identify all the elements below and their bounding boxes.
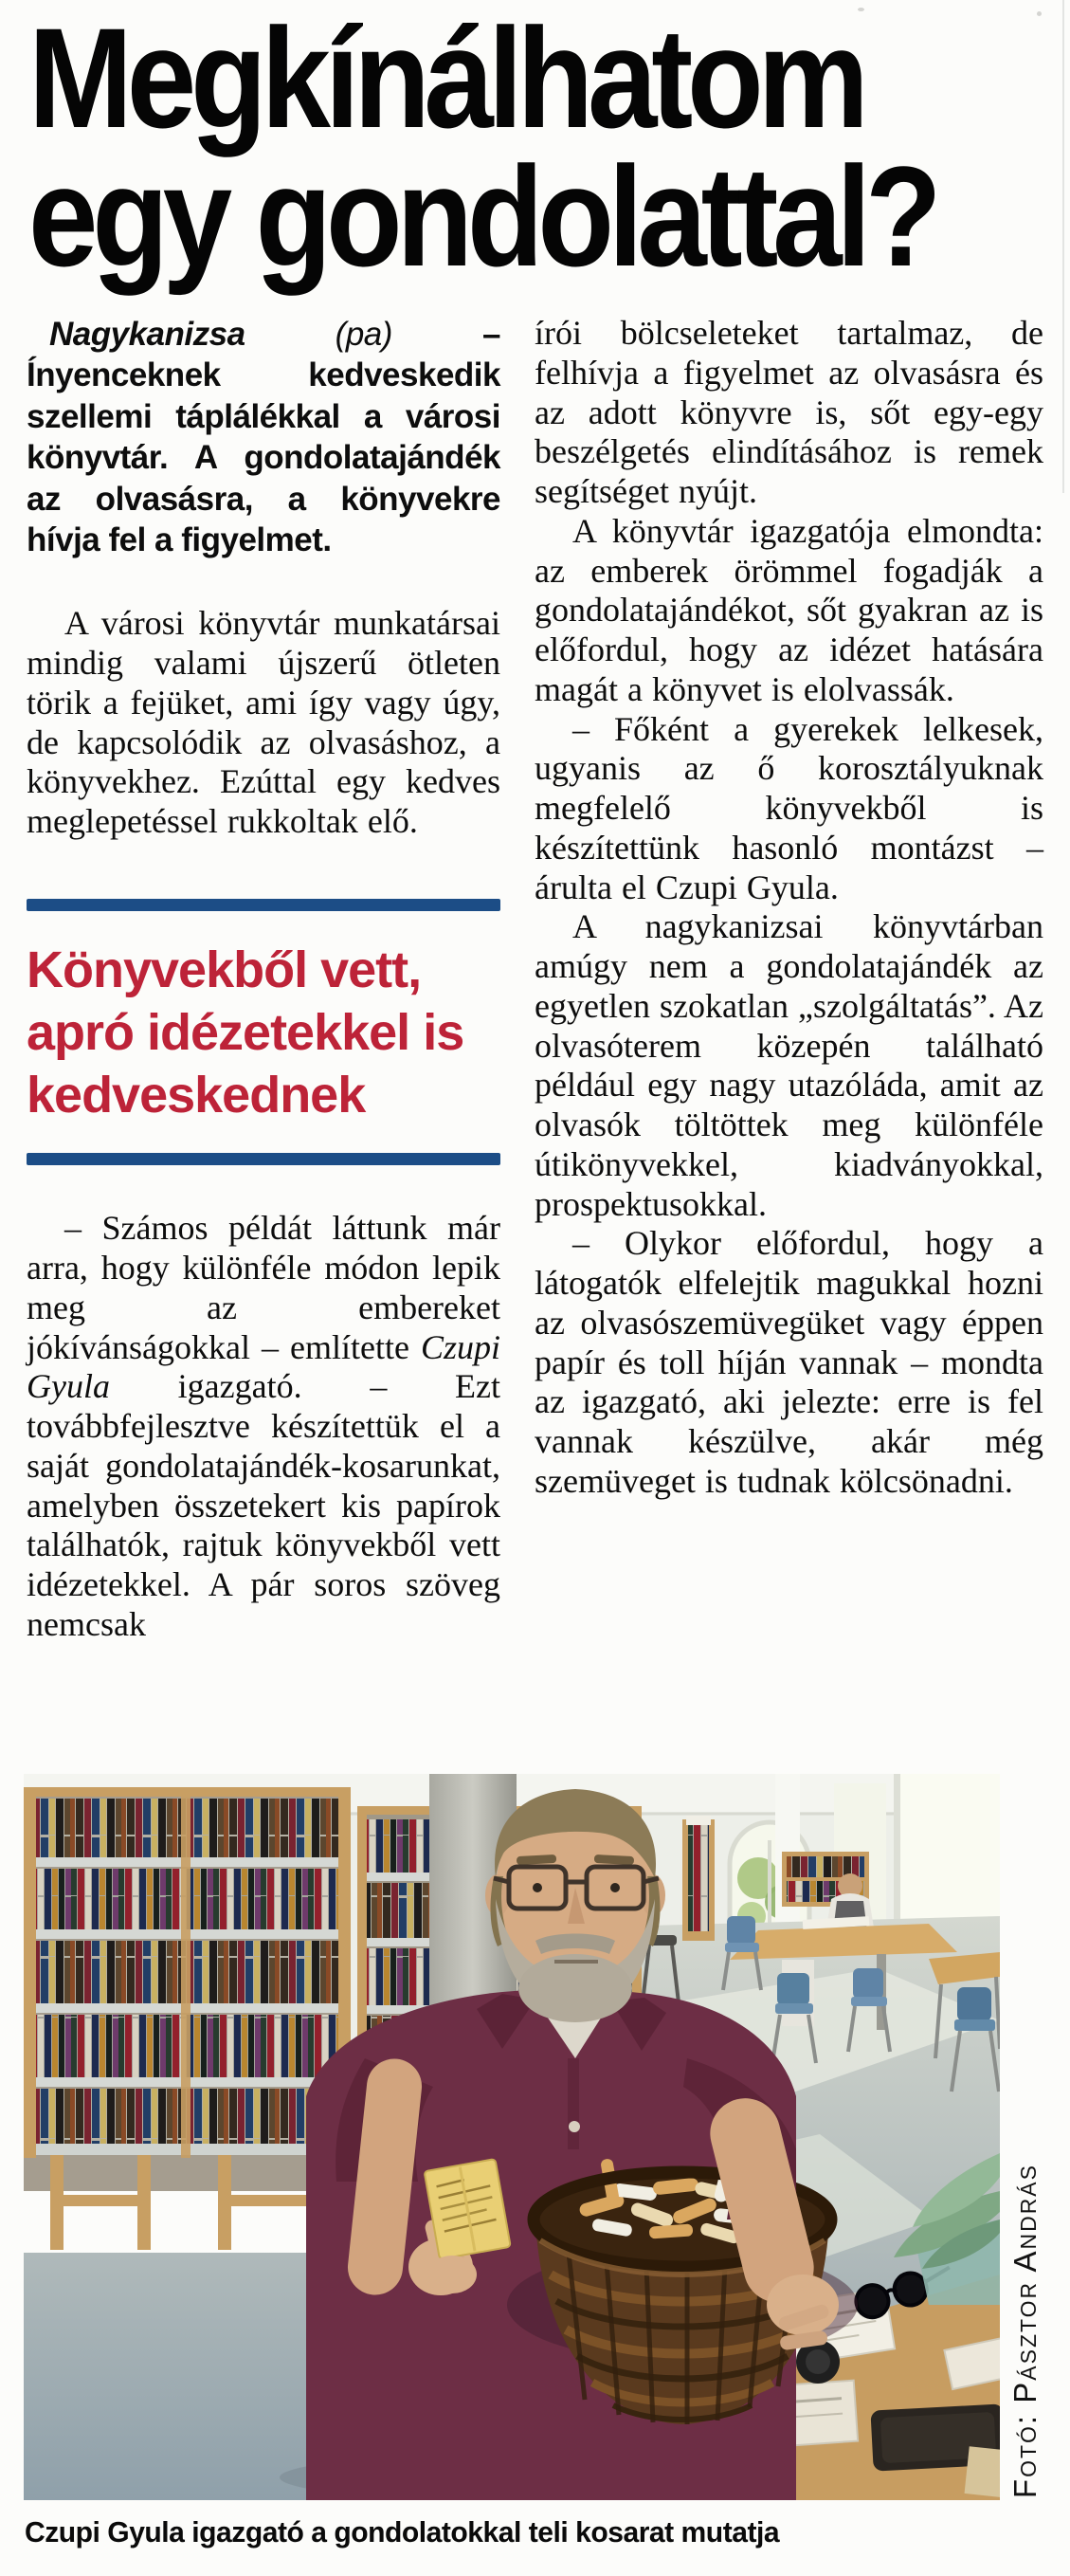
column-right <box>535 314 1043 1502</box>
subheading: Könyvekből vett, apró idézetekkel is kedveskednek <box>27 941 464 1124</box>
photo-caption: Czupi Gyula igazgató a gondolatokkal teli kosarat mutatja <box>25 2515 780 2549</box>
headline-line1: Megkínálhatom <box>28 0 863 157</box>
divider-rule-bottom <box>27 1153 500 1165</box>
paragraph: írói bölcseleteket tartalmaz, de felhívja a figyelmet az olvasásra és az adott könyvre is, sőt egy-egy beszélgetés elindításához is remek segítséget nyújt. <box>535 314 1043 510</box>
article-columns <box>0 314 1070 1736</box>
paragraph: – Főként a gyerekek lelkesek, ugyanis az ő korosztályuknak megfelelő könyvekből is készítettünk hasonló montázst – árulta el Czupi Gyula. <box>535 709 1043 906</box>
person-name: Czupi Gyula <box>27 1327 500 1406</box>
paragraph: – Olykor előfordul, hogy a látogatók elfelejtik magukkal hozni az olvasószemüvegüket vagy éppen papír és toll híján vannak – mondta az igazgató, aki jelezte: erre is fel vannak készülve, akár még szemüveget is tudnak kölcsönadni. <box>535 1224 1043 1500</box>
paragraph: A városi könyvtár munkatársai mindig valami újszerű ötleten törik a fejüket, ami így vagy úgy, de kapcsolódik az olvasáshoz, a könyvekhez. Ezúttal egy kedves meglepetéssel rukkoltak elő. <box>27 604 500 841</box>
paragraph <box>27 1209 500 1644</box>
quote-end: igazgató. – Ezt továbbfejlesztve készítettük el a saját gondolatajándék-kosarunkat, amelyben összetekert kis papírok találhatók, rajtuk könyvekből vett idézetekkel. A pár soros szöveg nemcsak <box>27 1367 500 1643</box>
scan-speck <box>1037 11 1042 16</box>
quote-start: – Számos példát láttunk már arra, hogy különféle módon lepik meg az embereket jókívánságokkal – említette <box>27 1209 500 1366</box>
library-photo-illustration <box>24 1774 1000 2500</box>
spinner-rack <box>682 1816 715 1941</box>
lead-text: – Ínyenceknek kedveskedik szellemi táplálékkal a városi könyvtár. A gondolatajándék az olvasásra, a könyvekre hívja fel a figyelmet. <box>27 316 500 558</box>
lead-paragraph <box>27 314 500 560</box>
paragraph: A nagykanizsai könyvtárban amúgy nem a gondolatajándék az egyetlen szokatlan „szolgáltatás”. Az olvasóterem közepén található például egy nagy utazóláda, amit az olvasók töltöttek meg különféle útikönyvekkel, kiadványokkal, prospektusokkal. <box>535 907 1043 1223</box>
bookshelf <box>24 1787 351 2250</box>
scan-artifact <box>1062 0 1064 493</box>
byline: (pa) <box>245 316 483 353</box>
quote-note <box>425 2159 511 2259</box>
headline <box>0 0 1070 296</box>
dateline-location: Nagykanizsa <box>49 316 245 353</box>
headline-line2: egy gondolattal? <box>28 136 936 296</box>
paragraph: A könyvtár igazgatója elmondta: az emberek örömmel fogadják a gondolatajándékot, sőt gyakran az is előfordul, hogy az idézet hatására magát a könyvet is elolvassák. <box>535 511 1043 708</box>
photo <box>24 1774 1043 2500</box>
column-left <box>27 314 500 1645</box>
divider-rule-top <box>27 899 500 911</box>
photo-credit: Fotó: Pásztor András <box>1007 2163 1043 2498</box>
